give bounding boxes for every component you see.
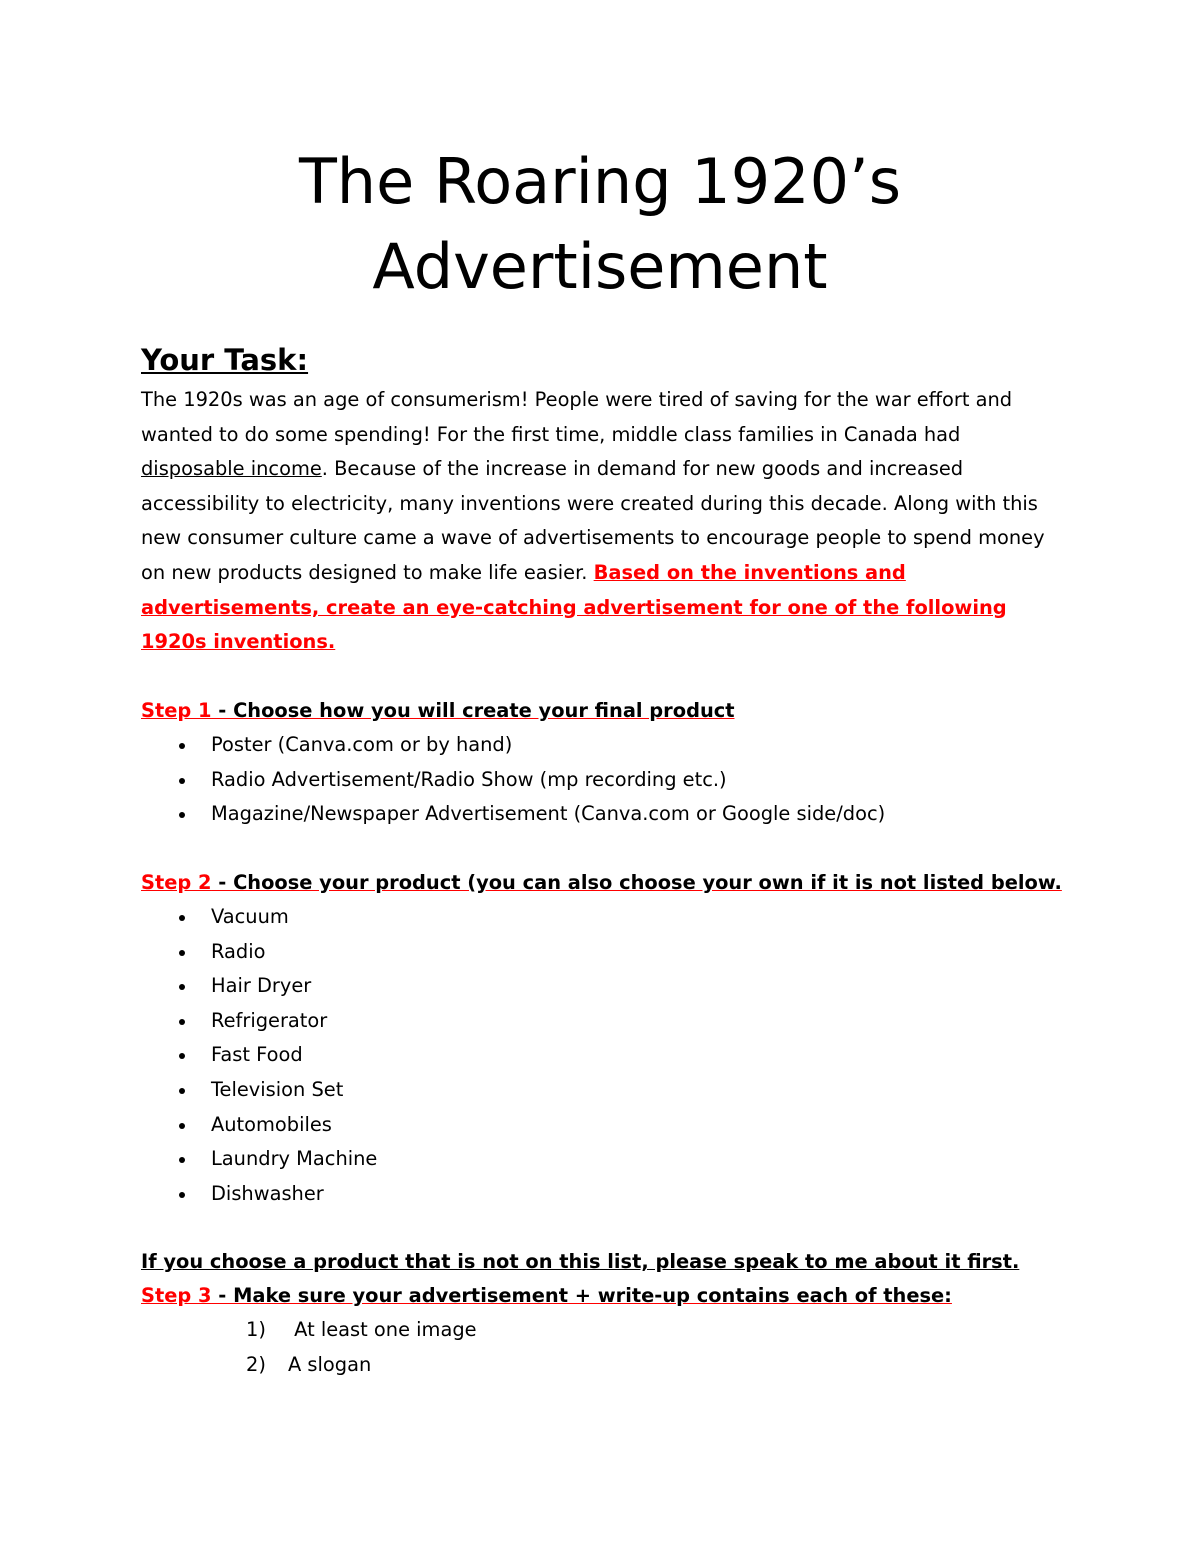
step-2-text: - Choose your product (you can also choose your own if it is not listed below. bbox=[211, 871, 1062, 894]
product-item: Dishwasher bbox=[211, 1181, 324, 1205]
list-item bbox=[246, 1313, 477, 1348]
product-item: Hair Dryer bbox=[211, 974, 312, 998]
product-item: Laundry Machine bbox=[211, 1147, 378, 1171]
list-item bbox=[141, 1177, 377, 1212]
product-note: If you choose a product that is not on this list, please speak to me about it first. bbox=[141, 1250, 1020, 1273]
title-line-2: Advertisement bbox=[372, 230, 828, 303]
step-1-label: Step 1 bbox=[141, 699, 212, 722]
list-item bbox=[141, 1108, 377, 1143]
product-list bbox=[141, 900, 377, 1211]
product-item: Vacuum bbox=[211, 905, 289, 928]
step-1-text: - Choose how you will create your final product bbox=[211, 699, 735, 722]
requirement-text: A slogan bbox=[288, 1352, 372, 1376]
list-item bbox=[141, 728, 885, 763]
step-2-heading bbox=[141, 866, 1062, 901]
step-1-heading bbox=[141, 694, 735, 729]
list-item bbox=[141, 1004, 377, 1039]
product-item: Television Set bbox=[211, 1077, 344, 1101]
bullet-icon bbox=[179, 812, 185, 818]
list-item bbox=[141, 1038, 377, 1073]
list-item bbox=[141, 900, 377, 935]
list-item bbox=[141, 935, 377, 970]
format-option: Magazine/Newspaper Advertisement (Canva.com or Google side/doc) bbox=[211, 802, 886, 826]
requirements-list bbox=[246, 1313, 477, 1382]
product-item: Fast Food bbox=[211, 1043, 303, 1067]
bullet-icon bbox=[179, 1157, 185, 1163]
bullet-icon bbox=[179, 950, 185, 956]
bullet-icon bbox=[179, 1123, 185, 1129]
task-heading: Your Task: bbox=[141, 343, 309, 377]
task-instruction: Based on the inventions and advertisements, create an eye-catching advertisement for one of the following 1920s inventions. bbox=[141, 560, 1007, 654]
bullet-icon bbox=[179, 984, 185, 990]
format-option: Radio Advertisement/Radio Show (mp recording etc.) bbox=[211, 767, 727, 791]
bullet-icon bbox=[179, 743, 185, 749]
intro-paragraph bbox=[141, 383, 1061, 660]
item-number: 2) bbox=[246, 1352, 266, 1376]
bullet-icon bbox=[179, 915, 185, 921]
bullet-icon bbox=[179, 1088, 185, 1094]
list-item bbox=[141, 1142, 377, 1177]
step-3-heading bbox=[141, 1279, 952, 1314]
disposable-income-term: disposable income bbox=[141, 457, 322, 481]
bullet-icon bbox=[179, 1053, 185, 1059]
product-item: Refrigerator bbox=[211, 1008, 328, 1032]
step-2-label: Step 2 bbox=[141, 871, 212, 894]
product-item: Automobiles bbox=[211, 1112, 332, 1136]
step-3-label: Step 3 bbox=[141, 1284, 212, 1307]
list-item bbox=[141, 797, 885, 832]
list-item bbox=[141, 969, 377, 1004]
item-number: 1) bbox=[246, 1318, 266, 1341]
list-item bbox=[141, 1073, 377, 1108]
list-item bbox=[141, 763, 885, 798]
step-3-text: - Make sure your advertisement + write-up contains each of these: bbox=[211, 1284, 952, 1307]
format-option: Poster (Canva.com or by hand) bbox=[211, 733, 513, 756]
intro-text-2: . Because of the increase in demand for new goods and increased accessibility to electricity, many inventions were created during this decade. Along with this new consumer culture came a wave of advertisements to encourage people to spend money on new products designed to make life easier. bbox=[141, 457, 1045, 584]
intro-text-1: The 1920s was an age of consumerism! People were tired of saving for the war effort and wanted to do some spending! For the first time, middle class families in Canada had bbox=[141, 388, 1013, 446]
product-item: Radio bbox=[211, 939, 266, 963]
bullet-icon bbox=[179, 1192, 185, 1198]
bullet-icon bbox=[179, 778, 185, 784]
list-item bbox=[246, 1348, 477, 1383]
bullet-icon bbox=[179, 1019, 185, 1025]
format-options-list bbox=[141, 728, 885, 832]
title-line-1: The Roaring 1920’s bbox=[298, 145, 902, 218]
requirement-text: At least one image bbox=[288, 1318, 477, 1341]
